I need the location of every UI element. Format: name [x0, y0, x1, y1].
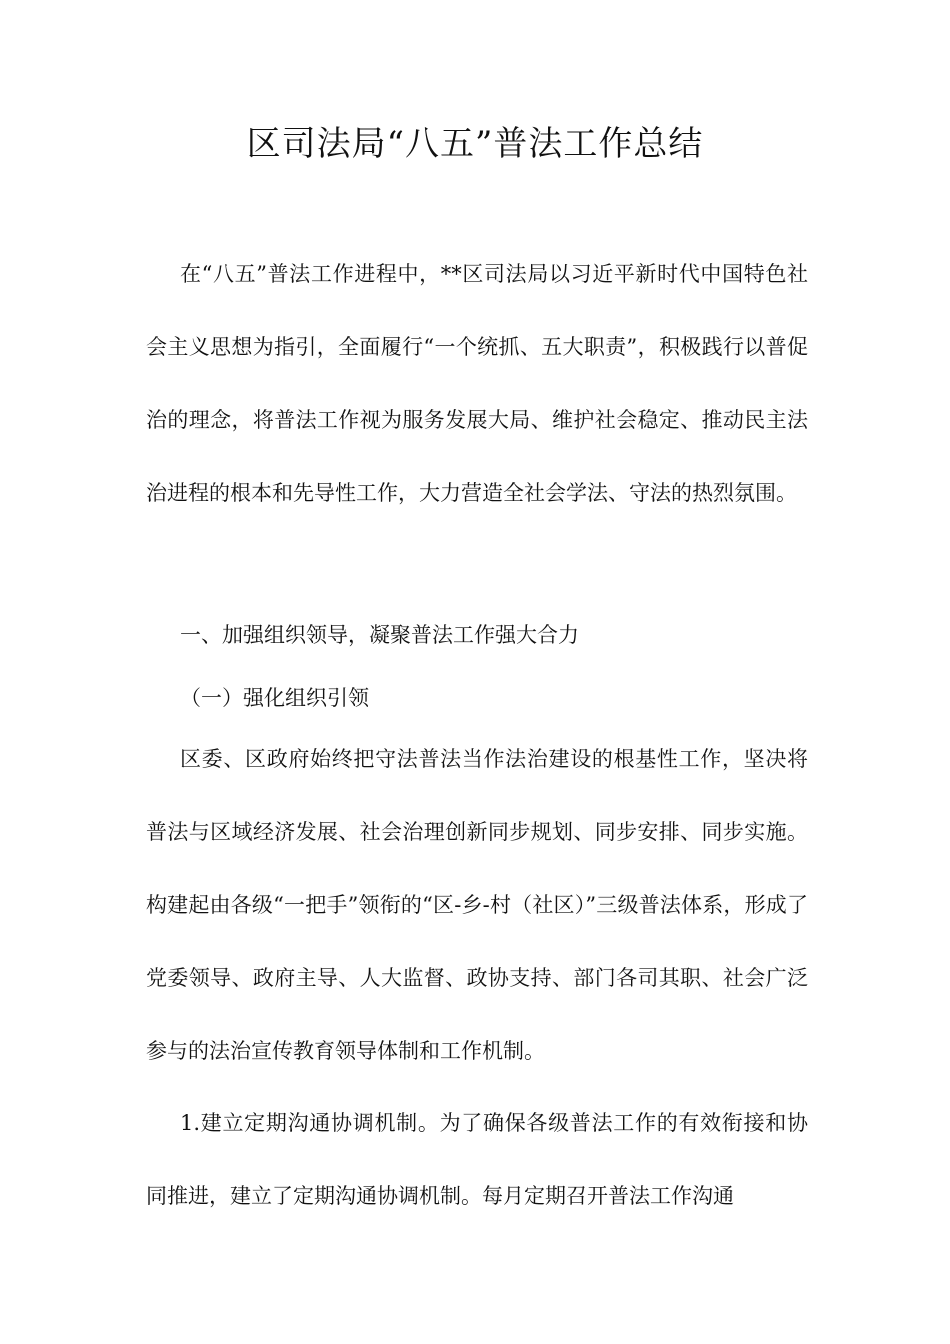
section-heading-1: 一、加强组织领导，凝聚普法工作强大合力: [180, 623, 579, 647]
item-1-paragraph: 1.建立定期沟通协调机制。为了确保各级普法工作的有效衔接和协同推进，建立了定期沟通协调机制。每月定期召开普法工作沟通: [146, 1111, 808, 1208]
intro-paragraph: 在“八五”普法工作进程中，**区司法局以习近平新时代中国特色社会主义思想为指引，全面履行“一个统抓、五大职责”，积极践行以普促治的理念，将普法工作视为服务发展大局、维护社会稳定、推动民主法治进程的根本和先导性工作，大力营造全社会学法、守法的热烈氛围。: [146, 262, 808, 505]
document-title: 区司法局“八五”普法工作总结: [246, 124, 704, 164]
subsection-heading-1-1: （一）强化组织引领: [180, 686, 369, 710]
section-1-1-paragraph: 区委、区政府始终把守法普法当作法治建设的根基性工作，坚决将普法与区域经济发展、社会治理创新同步规划、同步安排、同步实施。构建起由各级“一把手”领衔的“区-乡-村（社区）”三级普法体系，形成了党委领导、政府主导、人大监督、政协支持、部门各司其职、社会广泛参与的法治宣传教育领导体制和工作机制。: [146, 747, 808, 1063]
